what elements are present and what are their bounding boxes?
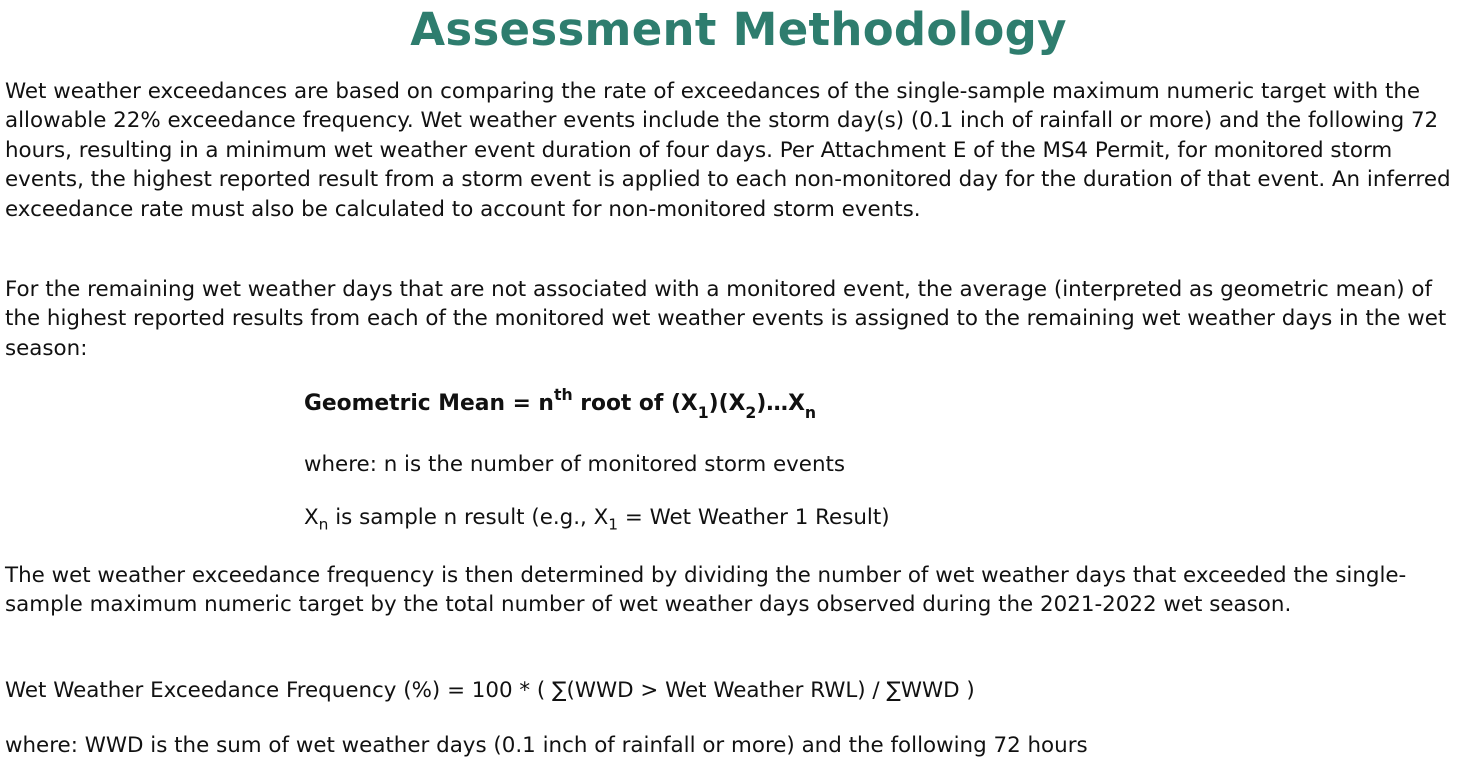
xn-subscript: n (318, 515, 329, 534)
xn-part: is sample n result (e.g., X (328, 505, 609, 530)
formula-part: )(X (708, 391, 746, 416)
formula-where-wwd: where: WWD is the sum of wet weather days (0.1 inch of rainfall or more) and the following 72 hours (5, 733, 1088, 758)
formula-subscript: 1 (697, 403, 709, 423)
formula-part: )…X (756, 391, 805, 416)
formula-xn-definition (304, 503, 1469, 532)
geometric-mean-formula (304, 384, 1469, 423)
formula-subscript: n (804, 403, 817, 423)
page-title: Assessment Methodology (410, 3, 1067, 56)
paragraph-exceedance-frequency: The wet weather exceedance frequency is then determined by dividing the number of wet weather days that exceeded the single-sample maximum numeric target by the total number of wet weather days observed during the 2021-2022 wet season. (5, 563, 1407, 618)
paragraph-wet-weather-exceedances: Wet weather exceedances are based on comparing the rate of exceedances of the single-sample maximum numeric target with the allowable 22% exceedance frequency. Wet weather events include the storm day(s) (0.1 inch of rainfall or more) and the following 72 hours, resulting in a minimum wet weather event duration of four days. Per Attachment E of the MS4 Permit, for monitored storm events, the highest reported result from a storm event is applied to each non-monitored day for the duration of that event. An inferred exceedance rate must also be calculated to account for non-monitored storm events. (5, 79, 1451, 222)
formula-subscript: 2 (745, 403, 757, 423)
paragraph-remaining-wet-weather-days: For the remaining wet weather days that are not associated with a monitored event, the average (interpreted as geometric mean) of the highest reported results from each of the monitored wet weather events is assigned to the remaining wet weather days in the wet season: (5, 277, 1447, 361)
formula-superscript: th (553, 384, 573, 404)
xn-part: X (304, 505, 319, 530)
formula-where-n: where: n is the number of monitored storm events (304, 452, 846, 477)
formula-part: Geometric Mean = n (304, 391, 554, 416)
xn-subscript: 1 (608, 515, 619, 534)
exceedance-frequency-formula: Wet Weather Exceedance Frequency (%) = 100 * ( ∑(WWD > Wet Weather RWL) / ∑WWD ) (5, 678, 975, 703)
xn-part: = Wet Weather 1 Result) (618, 505, 890, 530)
formula-part: root of (X (572, 391, 698, 416)
